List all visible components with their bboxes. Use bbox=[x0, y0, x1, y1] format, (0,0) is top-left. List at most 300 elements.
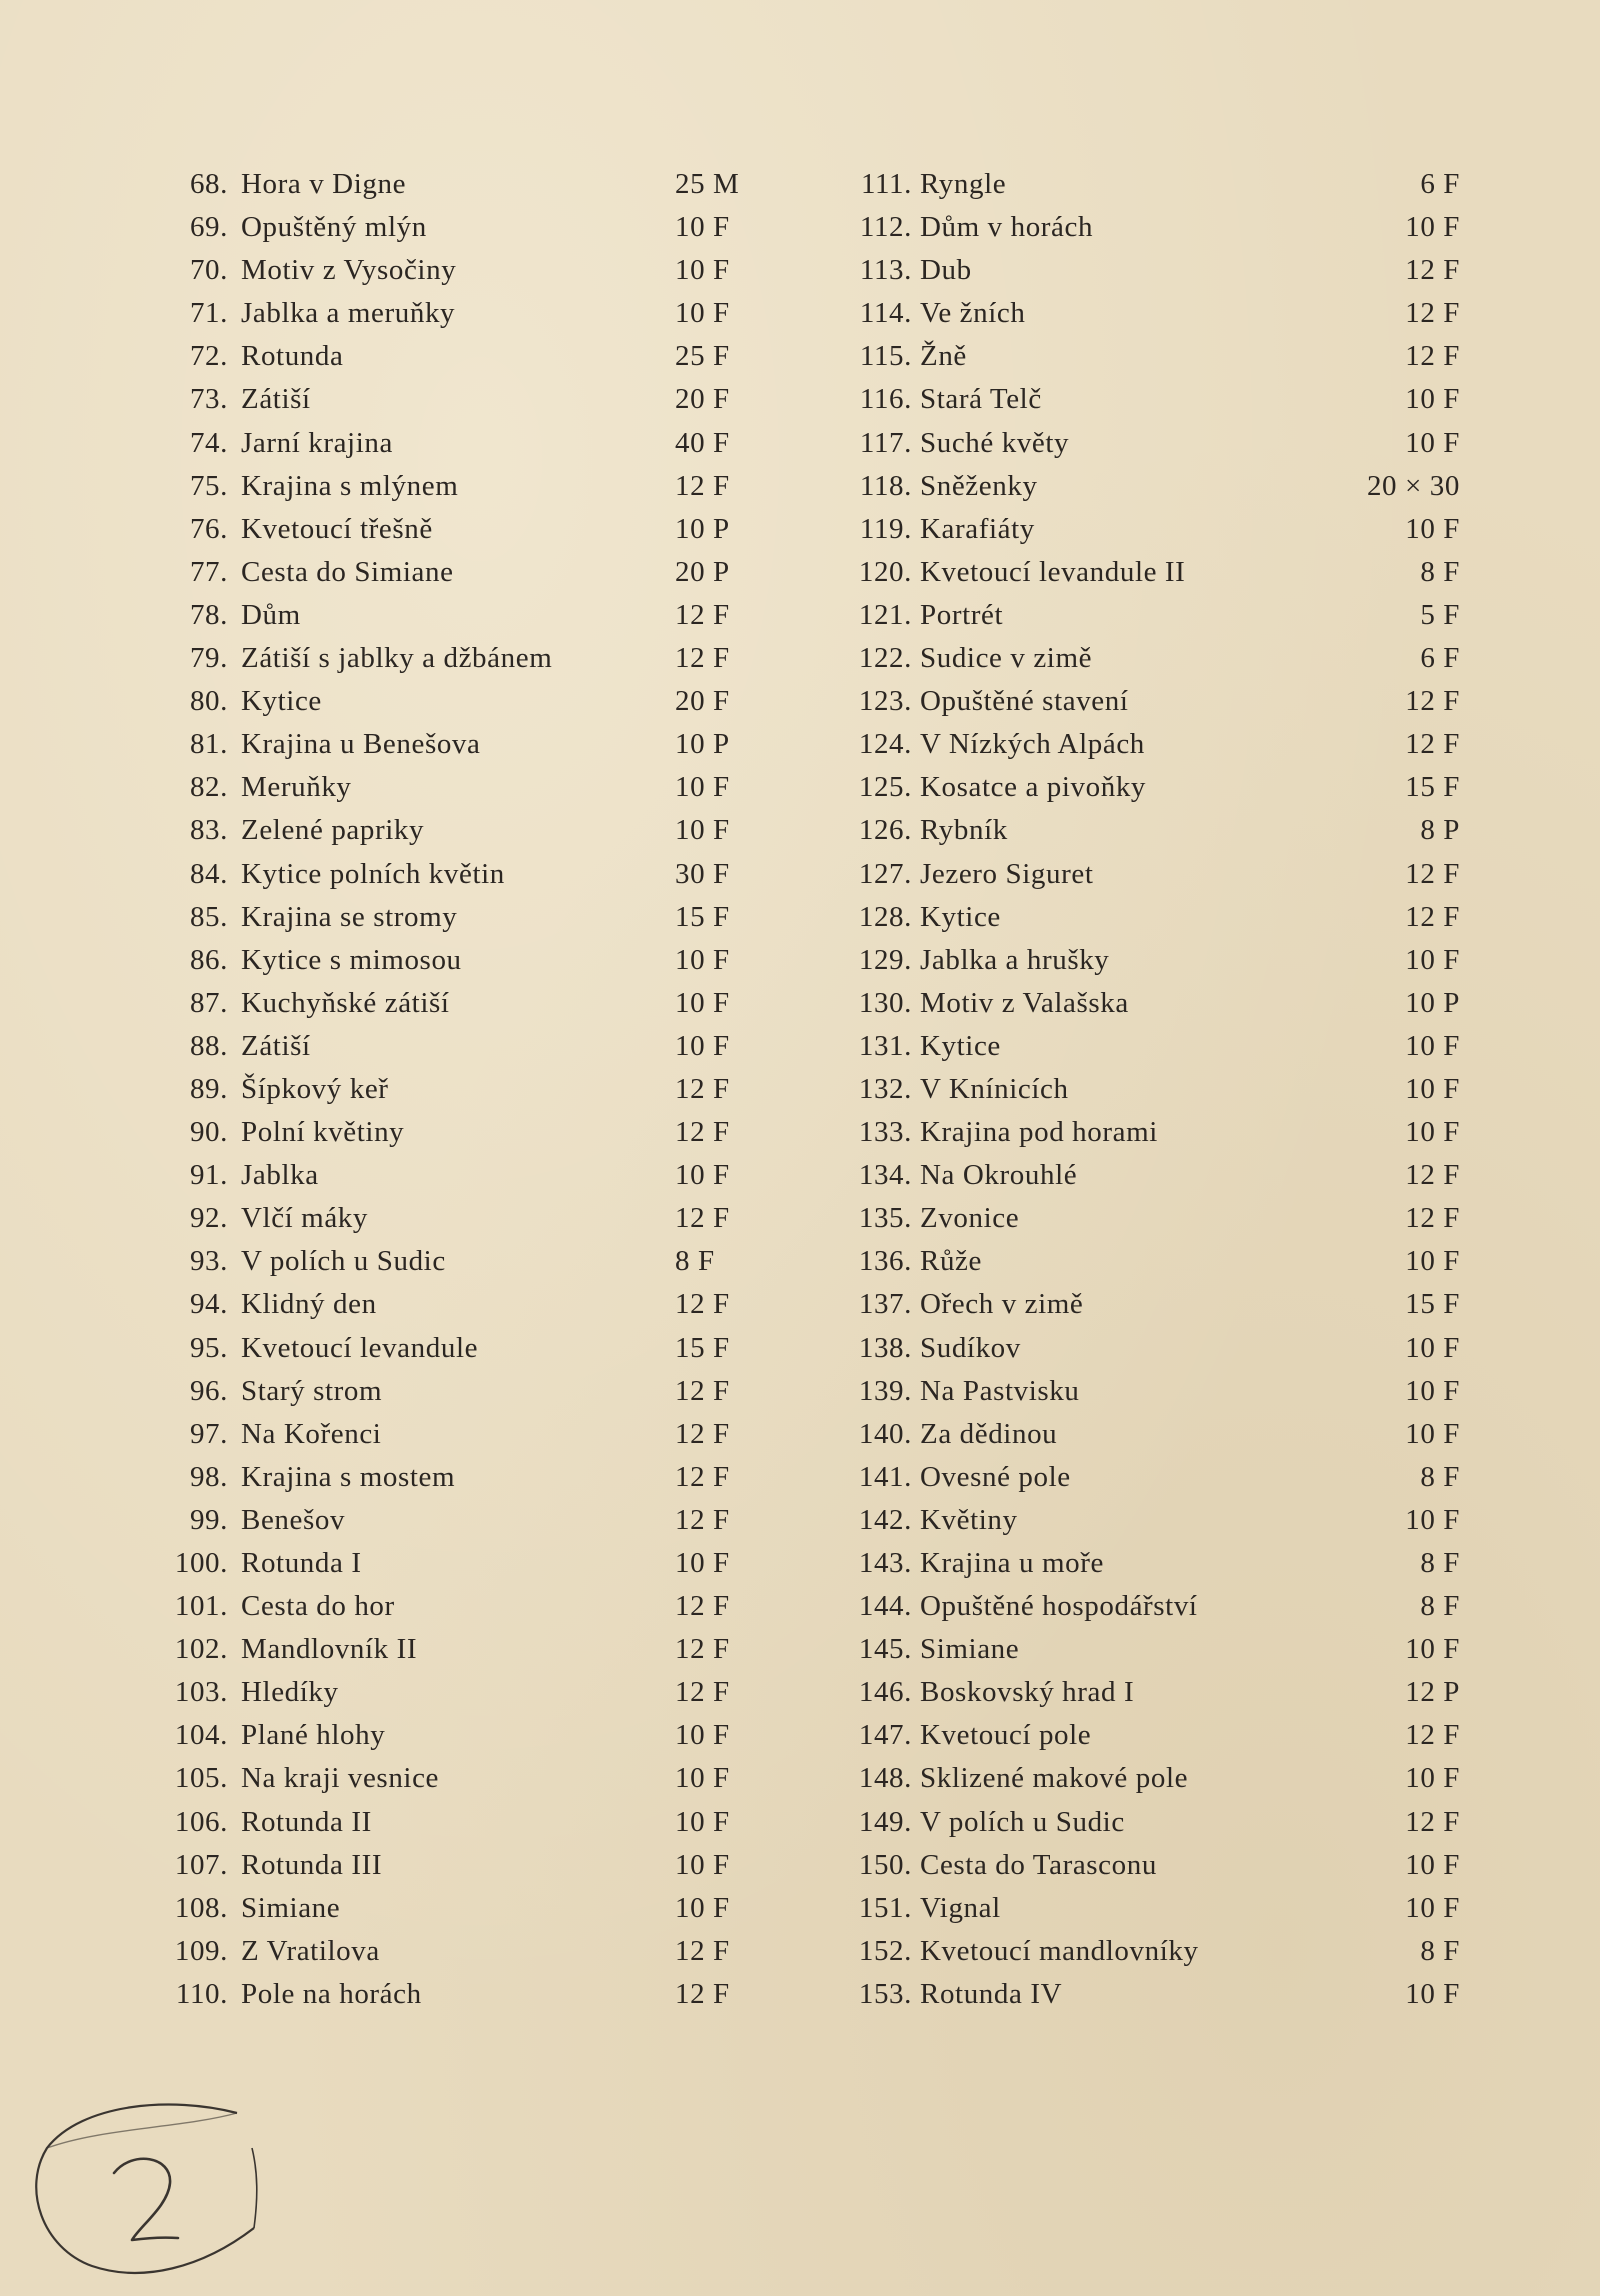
entry-size: 15 F bbox=[675, 900, 730, 933]
entry-number: 134. bbox=[858, 1159, 912, 1192]
entry-number: 132. bbox=[858, 1072, 912, 1105]
entry-number: 124. bbox=[858, 728, 912, 761]
catalog-entry bbox=[820, 1973, 1460, 2016]
catalog-entry bbox=[820, 163, 1460, 206]
entry-size: 12 F bbox=[675, 1116, 730, 1149]
entry-number: 81. bbox=[189, 728, 228, 761]
catalog-entry bbox=[145, 1973, 795, 2016]
catalog-entry bbox=[820, 1499, 1460, 1542]
entry-size: 12 F bbox=[1405, 1202, 1460, 1235]
entry-title: Pole na horách bbox=[241, 1977, 422, 2010]
catalog-entry bbox=[145, 422, 795, 465]
catalog-entry bbox=[145, 1542, 795, 1585]
entry-size: 12 F bbox=[1405, 900, 1460, 933]
entry-title: Karafiáty bbox=[920, 512, 1035, 545]
entry-size: 12 F bbox=[1405, 1805, 1460, 1838]
catalog-entry bbox=[820, 422, 1460, 465]
entry-title: Kvetoucí pole bbox=[920, 1719, 1092, 1752]
catalog-column-right bbox=[820, 163, 1460, 2016]
entry-title: Ořech v zimě bbox=[920, 1288, 1084, 1321]
catalog-entry bbox=[820, 853, 1460, 896]
entry-number: 123. bbox=[858, 685, 912, 718]
entry-number: 94. bbox=[189, 1288, 228, 1321]
catalog-entry bbox=[820, 1456, 1460, 1499]
entry-title: Suché květy bbox=[920, 426, 1070, 459]
catalog-entry bbox=[145, 1801, 795, 1844]
catalog-entry bbox=[145, 766, 795, 809]
entry-size: 30 F bbox=[675, 857, 730, 890]
entry-number: 105. bbox=[174, 1762, 228, 1795]
entry-title: Květiny bbox=[920, 1503, 1018, 1536]
entry-number: 79. bbox=[189, 642, 228, 675]
catalog-entry bbox=[145, 1327, 795, 1370]
entry-title: Opuštěné hospodářství bbox=[920, 1590, 1198, 1623]
entry-number: 145. bbox=[858, 1633, 912, 1666]
entry-size: 10 F bbox=[675, 1805, 730, 1838]
entry-number: 115. bbox=[859, 340, 912, 373]
entry-number: 129. bbox=[858, 943, 912, 976]
entry-number: 104. bbox=[174, 1719, 228, 1752]
entry-size: 10 F bbox=[1405, 1245, 1460, 1278]
entry-title: Za dědinou bbox=[920, 1417, 1058, 1450]
entry-title: Cesta do Simiane bbox=[241, 555, 454, 588]
entry-size: 10 F bbox=[1405, 211, 1460, 244]
entry-title: Zátiší bbox=[241, 383, 311, 416]
entry-title: Plané hlohy bbox=[241, 1719, 386, 1752]
entry-number: 117. bbox=[859, 426, 912, 459]
entry-number: 110. bbox=[175, 1977, 228, 2010]
catalog-entry bbox=[820, 465, 1460, 508]
entry-number: 150. bbox=[858, 1848, 912, 1881]
entry-size: 6 F bbox=[1420, 642, 1460, 675]
entry-title: Benešov bbox=[241, 1503, 346, 1536]
entry-number: 151. bbox=[858, 1891, 912, 1924]
entry-title: Stará Telč bbox=[920, 383, 1042, 416]
entry-size: 10 F bbox=[675, 211, 730, 244]
catalog-entry bbox=[820, 594, 1460, 637]
entry-title: Kuchyňské zátiší bbox=[241, 986, 450, 1019]
entry-size: 10 F bbox=[1405, 1848, 1460, 1881]
catalog-entry bbox=[820, 1111, 1460, 1154]
catalog-entry bbox=[145, 1499, 795, 1542]
entry-number: 74. bbox=[189, 426, 228, 459]
entry-title: Jablka bbox=[241, 1159, 319, 1192]
entry-number: 99. bbox=[189, 1503, 228, 1536]
catalog-entry bbox=[145, 335, 795, 378]
entry-title: Dům bbox=[241, 598, 301, 631]
entry-size: 10 F bbox=[675, 297, 730, 330]
entry-title: Zátiší s jablky a džbánem bbox=[241, 642, 553, 675]
catalog-entry bbox=[820, 551, 1460, 594]
entry-title: Zelené papriky bbox=[241, 814, 425, 847]
entry-size: 10 F bbox=[675, 1159, 730, 1192]
entry-title: Ryngle bbox=[920, 168, 1007, 200]
entry-title: Ve žních bbox=[920, 297, 1026, 330]
entry-size: 8 F bbox=[675, 1245, 715, 1278]
catalog-entry bbox=[145, 1370, 795, 1413]
entry-title: Rotunda bbox=[241, 340, 344, 373]
catalog-entry bbox=[145, 809, 795, 852]
entry-size: 10 F bbox=[1405, 1762, 1460, 1795]
catalog-entry bbox=[145, 896, 795, 939]
catalog-entry bbox=[820, 1585, 1460, 1628]
catalog-entry bbox=[820, 1671, 1460, 1714]
catalog-entry bbox=[145, 1197, 795, 1240]
entry-size: 10 F bbox=[1405, 1891, 1460, 1924]
entry-number: 83. bbox=[189, 814, 228, 847]
catalog-entry bbox=[820, 1240, 1460, 1283]
entry-number: 121. bbox=[858, 598, 912, 631]
entry-number: 146. bbox=[858, 1676, 912, 1709]
catalog-entry bbox=[145, 939, 795, 982]
entry-title: Cesta do hor bbox=[241, 1590, 395, 1623]
entry-title: Dub bbox=[920, 254, 972, 287]
entry-number: 153. bbox=[858, 1977, 912, 2010]
entry-number: 91. bbox=[189, 1159, 228, 1192]
entry-number: 71. bbox=[189, 297, 228, 330]
catalog-entry bbox=[820, 1068, 1460, 1111]
entry-size: 8 P bbox=[1420, 814, 1460, 847]
entry-number: 70. bbox=[189, 254, 228, 287]
catalog-entry bbox=[145, 1930, 795, 1973]
entry-number: 82. bbox=[189, 771, 228, 804]
entry-size: 8 F bbox=[1420, 1547, 1460, 1579]
entry-number: 68. bbox=[189, 168, 228, 200]
entry-title: Kosatce a pivoňky bbox=[920, 771, 1147, 804]
entry-title: Šípkový keř bbox=[241, 1072, 389, 1105]
catalog-entry bbox=[820, 1413, 1460, 1456]
catalog-column-left bbox=[145, 163, 795, 2016]
entry-size: 40 F bbox=[675, 426, 730, 459]
catalog-entry bbox=[820, 637, 1460, 680]
entry-size: 20 P bbox=[675, 555, 730, 588]
entry-number: 152. bbox=[858, 1934, 912, 1967]
entry-number: 108. bbox=[174, 1891, 228, 1924]
entry-number: 69. bbox=[189, 211, 228, 244]
catalog-entry bbox=[145, 206, 795, 249]
catalog-entry bbox=[145, 680, 795, 723]
catalog-entry bbox=[820, 1542, 1460, 1585]
entry-number: 131. bbox=[858, 1029, 912, 1062]
entry-number: 72. bbox=[189, 340, 228, 373]
entry-size: 12 F bbox=[675, 1676, 730, 1709]
entry-size: 10 F bbox=[1405, 1331, 1460, 1364]
entry-title: Mandlovník II bbox=[241, 1633, 418, 1666]
entry-title: V polích u Sudic bbox=[241, 1245, 446, 1278]
entry-number: 78. bbox=[189, 598, 228, 631]
entry-size: 12 F bbox=[1405, 1719, 1460, 1752]
entry-size: 6 F bbox=[1420, 168, 1460, 200]
entry-size: 10 P bbox=[1405, 986, 1460, 1019]
entry-number: 84. bbox=[189, 857, 228, 890]
entry-title: Na kraji vesnice bbox=[241, 1762, 440, 1795]
entry-size: 12 F bbox=[675, 598, 730, 631]
entry-size: 12 F bbox=[675, 1503, 730, 1536]
handwritten-number-two bbox=[114, 2159, 178, 2240]
catalog-entry bbox=[145, 249, 795, 292]
catalog-entry bbox=[145, 1456, 795, 1499]
entry-size: 8 F bbox=[1420, 1934, 1460, 1967]
entry-number: 106. bbox=[174, 1805, 228, 1838]
entry-size: 12 F bbox=[1405, 254, 1460, 287]
catalog-entry bbox=[820, 292, 1460, 335]
entry-title: Hora v Digne bbox=[241, 168, 407, 200]
entry-size: 10 F bbox=[1405, 1503, 1460, 1536]
catalog-entry bbox=[145, 508, 795, 551]
catalog-entry bbox=[145, 551, 795, 594]
entry-title: Meruňky bbox=[241, 771, 352, 804]
entry-title: Hledíky bbox=[241, 1676, 339, 1709]
entry-size: 15 F bbox=[1405, 1288, 1460, 1321]
entry-title: Na Kořenci bbox=[241, 1417, 382, 1450]
entry-number: 90. bbox=[189, 1116, 228, 1149]
entry-title: V Nízkých Alpách bbox=[920, 728, 1145, 761]
entry-title: Žně bbox=[920, 340, 967, 373]
entry-size: 20 × 30 bbox=[1366, 469, 1460, 502]
entry-number: 96. bbox=[189, 1374, 228, 1407]
entry-title: Kvetoucí levandule bbox=[241, 1331, 479, 1364]
catalog-entry bbox=[145, 1240, 795, 1283]
entry-size: 10 P bbox=[675, 512, 730, 545]
entry-title: Cesta do Tarasconu bbox=[920, 1848, 1157, 1881]
catalog-entry bbox=[820, 982, 1460, 1025]
entry-title: Kytice bbox=[920, 900, 1001, 933]
entry-size: 10 F bbox=[675, 1029, 730, 1062]
entry-size: 25 M bbox=[675, 168, 740, 200]
entry-title: Sudice v zimě bbox=[920, 642, 1093, 675]
entry-title: Krajina pod horami bbox=[920, 1116, 1158, 1149]
entry-title: Boskovský hrad I bbox=[920, 1676, 1135, 1709]
entry-title: Polní květiny bbox=[241, 1116, 405, 1149]
entry-size: 10 F bbox=[1405, 383, 1460, 416]
entry-number: 143. bbox=[858, 1547, 912, 1579]
entry-number: 98. bbox=[189, 1460, 228, 1493]
entry-size: 12 F bbox=[675, 1202, 730, 1235]
catalog-entry bbox=[820, 508, 1460, 551]
catalog-entry bbox=[145, 1714, 795, 1757]
catalog-entry bbox=[820, 896, 1460, 939]
entry-number: 85. bbox=[189, 900, 228, 933]
entry-title: Na Okrouhlé bbox=[920, 1159, 1078, 1192]
catalog-entry bbox=[820, 1757, 1460, 1800]
entry-title: Sklizené makové pole bbox=[920, 1762, 1189, 1795]
entry-number: 135. bbox=[858, 1202, 912, 1235]
catalog-entry bbox=[820, 1154, 1460, 1197]
catalog-entry bbox=[820, 939, 1460, 982]
entry-number: 136. bbox=[858, 1245, 912, 1278]
entry-size: 10 F bbox=[1405, 1374, 1460, 1407]
catalog-entry bbox=[145, 594, 795, 637]
catalog-entry bbox=[820, 1628, 1460, 1671]
entry-title: Jezero Siguret bbox=[920, 857, 1094, 890]
handwritten-page-number-mark bbox=[22, 2088, 262, 2288]
entry-number: 95. bbox=[189, 1331, 228, 1364]
entry-title: Krajina u Benešova bbox=[241, 728, 481, 761]
entry-size: 10 F bbox=[675, 1719, 730, 1752]
entry-title: Kytice bbox=[241, 685, 322, 718]
entry-number: 133. bbox=[858, 1116, 912, 1149]
entry-title: V Knínicích bbox=[920, 1072, 1069, 1105]
catalog-entry bbox=[145, 1413, 795, 1456]
entry-size: 12 F bbox=[675, 1460, 730, 1493]
entry-number: 89. bbox=[189, 1072, 228, 1105]
entry-number: 138. bbox=[858, 1331, 912, 1364]
entry-title: Kytice polních květin bbox=[241, 857, 505, 890]
entry-size: 12 F bbox=[1405, 340, 1460, 373]
catalog-entry bbox=[820, 1801, 1460, 1844]
entry-size: 10 F bbox=[1405, 1116, 1460, 1149]
catalog-entry bbox=[145, 1628, 795, 1671]
entry-size: 10 F bbox=[1405, 1417, 1460, 1450]
entry-number: 73. bbox=[189, 383, 228, 416]
entry-number: 142. bbox=[858, 1503, 912, 1536]
entry-size: 12 F bbox=[1405, 685, 1460, 718]
catalog-entry bbox=[820, 1025, 1460, 1068]
catalog-entry bbox=[820, 206, 1460, 249]
entry-size: 10 F bbox=[1405, 512, 1460, 545]
entry-title: Krajina se stromy bbox=[241, 900, 458, 933]
entry-size: 12 F bbox=[675, 1934, 730, 1967]
catalog-entry bbox=[820, 723, 1460, 766]
entry-size: 12 F bbox=[1405, 1159, 1460, 1192]
catalog-entry bbox=[145, 465, 795, 508]
entry-size: 12 F bbox=[675, 1977, 730, 2010]
entry-number: 87. bbox=[189, 986, 228, 1019]
entry-number: 140. bbox=[858, 1417, 912, 1450]
entry-title: Krajina u moře bbox=[920, 1547, 1104, 1579]
entry-title: Krajina s mlýnem bbox=[241, 469, 459, 502]
entry-size: 10 F bbox=[675, 814, 730, 847]
entry-number: 77. bbox=[189, 555, 228, 588]
catalog-entry bbox=[820, 1887, 1460, 1930]
entry-title: Krajina s mostem bbox=[241, 1460, 456, 1493]
catalog-entry bbox=[145, 1068, 795, 1111]
entry-size: 25 F bbox=[675, 340, 730, 373]
entry-number: 148. bbox=[858, 1762, 912, 1795]
entry-title: Kvetoucí levandule II bbox=[920, 555, 1186, 588]
entry-size: 10 F bbox=[1405, 1977, 1460, 2010]
entry-title: Ovesné pole bbox=[920, 1460, 1071, 1493]
entry-title: Růže bbox=[920, 1245, 982, 1278]
entry-title: Z Vratilova bbox=[241, 1934, 380, 1967]
catalog-entry bbox=[820, 1370, 1460, 1413]
entry-number: 102. bbox=[174, 1633, 228, 1666]
entry-size: 10 F bbox=[1405, 426, 1460, 459]
entry-title: Opuštěné stavení bbox=[920, 685, 1129, 718]
entry-number: 147. bbox=[858, 1719, 912, 1752]
catalog-entry bbox=[820, 1930, 1460, 1973]
entry-number: 103. bbox=[174, 1676, 228, 1709]
entry-size: 8 F bbox=[1420, 1590, 1460, 1623]
entry-size: 15 F bbox=[1405, 771, 1460, 804]
catalog-entry bbox=[145, 1154, 795, 1197]
entry-title: Starý strom bbox=[241, 1374, 383, 1407]
entry-size: 10 F bbox=[675, 1547, 730, 1579]
entry-title: Kvetoucí třešně bbox=[241, 512, 433, 545]
entry-size: 12 F bbox=[675, 1417, 730, 1450]
entry-title: Rotunda III bbox=[241, 1848, 383, 1881]
catalog-entry bbox=[145, 637, 795, 680]
entry-size: 10 F bbox=[1405, 1633, 1460, 1666]
catalog-entry bbox=[145, 163, 795, 206]
entry-number: 113. bbox=[859, 254, 912, 287]
catalog-entry bbox=[145, 853, 795, 896]
entry-size: 10 F bbox=[675, 1762, 730, 1795]
entry-title: Zátiší bbox=[241, 1029, 311, 1062]
entry-title: Kytice s mimosou bbox=[241, 943, 462, 976]
entry-number: 92. bbox=[189, 1202, 228, 1235]
catalog-entry bbox=[145, 1757, 795, 1800]
catalog-entry bbox=[820, 1197, 1460, 1240]
entry-title: Sudíkov bbox=[920, 1331, 1021, 1364]
entry-size: 15 F bbox=[675, 1331, 730, 1364]
entry-size: 12 F bbox=[1405, 728, 1460, 761]
entry-size: 20 F bbox=[675, 383, 730, 416]
entry-size: 10 F bbox=[1405, 943, 1460, 976]
entry-size: 10 F bbox=[675, 1848, 730, 1881]
entry-title: Na Pastvisku bbox=[920, 1374, 1080, 1407]
entry-title: Rotunda I bbox=[241, 1547, 362, 1579]
catalog-entry bbox=[145, 1025, 795, 1068]
entry-size: 8 F bbox=[1420, 555, 1460, 588]
entry-title: Kytice bbox=[920, 1029, 1001, 1062]
catalog-entry bbox=[820, 1283, 1460, 1326]
entry-title: Rotunda II bbox=[241, 1805, 372, 1838]
entry-size: 10 F bbox=[675, 986, 730, 1019]
entry-title: Simiane bbox=[920, 1633, 1020, 1666]
entry-number: 80. bbox=[189, 685, 228, 718]
catalog-entry bbox=[820, 1844, 1460, 1887]
entry-title: Rotunda IV bbox=[920, 1977, 1063, 2010]
entry-number: 114. bbox=[859, 297, 912, 330]
entry-title: Motiv z Vysočiny bbox=[241, 254, 457, 287]
catalog-entry bbox=[145, 982, 795, 1025]
entry-size: 12 F bbox=[675, 469, 730, 502]
entry-size: 12 P bbox=[1405, 1676, 1460, 1709]
entry-title: Dům v horách bbox=[920, 211, 1094, 244]
entry-title: Sněženky bbox=[920, 469, 1038, 502]
entry-number: 86. bbox=[189, 943, 228, 976]
catalog-entry bbox=[145, 1844, 795, 1887]
catalog-entry bbox=[145, 1671, 795, 1714]
entry-number: 149. bbox=[858, 1805, 912, 1838]
entry-size: 5 F bbox=[1420, 598, 1460, 631]
entry-number: 139. bbox=[858, 1374, 912, 1407]
entry-number: 97. bbox=[189, 1417, 228, 1450]
entry-size: 12 F bbox=[1405, 297, 1460, 330]
catalog-entry bbox=[145, 1283, 795, 1326]
catalog-entry bbox=[145, 292, 795, 335]
catalog-entry bbox=[820, 809, 1460, 852]
entry-title: Motiv z Valašska bbox=[920, 986, 1129, 1019]
entry-size: 20 F bbox=[675, 685, 730, 718]
entry-title: Jarní krajina bbox=[241, 426, 393, 459]
catalog-entry bbox=[820, 249, 1460, 292]
catalog-entry bbox=[145, 378, 795, 421]
catalog-entry bbox=[145, 1887, 795, 1930]
entry-number: 101. bbox=[174, 1590, 228, 1623]
catalog-entry bbox=[820, 378, 1460, 421]
catalog-entry bbox=[145, 723, 795, 766]
entry-title: Zvonice bbox=[920, 1202, 1020, 1235]
entry-size: 12 F bbox=[675, 642, 730, 675]
entry-number: 125. bbox=[858, 771, 912, 804]
entry-size: 10 F bbox=[675, 771, 730, 804]
catalog-entry bbox=[145, 1111, 795, 1154]
entry-number: 107. bbox=[174, 1848, 228, 1881]
entry-size: 12 F bbox=[1405, 857, 1460, 890]
entry-size: 10 F bbox=[675, 943, 730, 976]
